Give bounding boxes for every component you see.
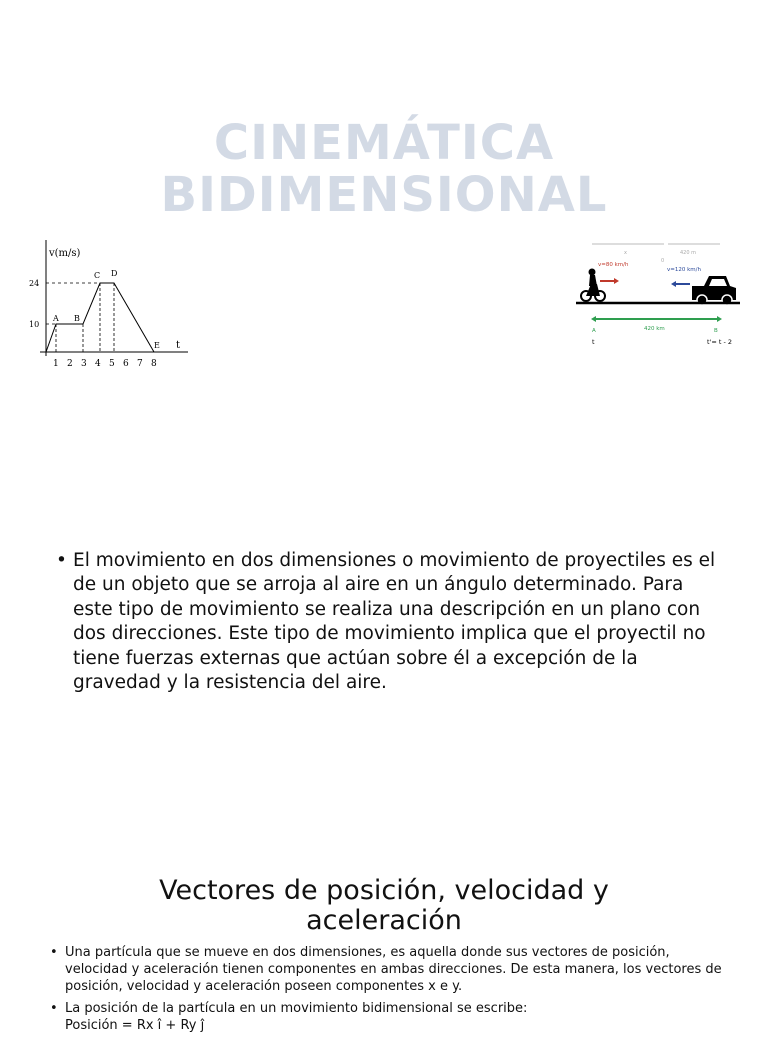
vectors-bullet-1: • Una partícula que se mueve en dos dimensiones, es aquella donde sus vectores de posición, velocidad y aceleración tienen componentes en ambas direcciones. De esta manera, los vectores de posición, velocidad y aceleración poseen componentes x e y. [48,944,728,995]
graph-x-label: t [176,340,181,351]
section-title [0,876,768,936]
graph-x-tick-4: 4 [95,359,101,369]
graph-y-tick-10: 10 [29,320,40,329]
slide-title [0,117,768,221]
graph-point-d: D [111,269,118,278]
intro-bullet-list [56,549,716,695]
vectors-bullet-list [48,944,728,1039]
graph-x-tick-7: 7 [137,359,143,369]
graph-point-c: C [94,271,101,280]
graph-point-a: A [53,314,59,323]
slide-title-line-2: BIDIMENSIONAL [160,167,608,223]
top-o-label: 0 [661,258,665,264]
graph-x-tick-3: 3 [81,359,87,369]
car-speed-label: v=120 km/h [667,267,701,273]
graph-y-label: v(m/s) [49,248,81,259]
time-b-label: t'= t - 2 [707,338,733,346]
motorcycle-icon [581,269,605,302]
slide-title-line-1: CINEMÁTICA [213,115,555,171]
graph-point-e: E [154,341,160,350]
car-motorcycle-figure [572,234,742,350]
section-title-line-2: aceleración [306,905,462,936]
top-distance-label: 420 m [680,250,697,256]
bottom-distance-label: 420 km [644,326,665,332]
point-b-label: B [714,328,718,334]
velocity-time-graph [24,236,194,372]
position-formula: Posición = Rx î + Ry ĵ [65,1018,205,1033]
point-a-label: A [592,328,596,334]
graph-y-tick-24: 24 [29,279,40,288]
section-title-line-1: Vectores de posición, velocidad y [159,875,609,906]
vectors-bullet-2 [48,1000,728,1034]
graph-x-tick-2: 2 [67,359,73,369]
car-arrowhead [671,281,676,287]
car-icon [692,276,736,305]
time-a-label: t [592,338,595,346]
intro-bullet: • El movimiento en dos dimensiones o movimiento de proyectiles es el de un objeto que se arroja al aire en un ángulo determinado. Para este tipo de movimiento se realiza una descripción en un plano con dos direcciones. Este tipo de movimiento implica que el proyectil no tiene fuerzas externas que actúan sobre él a excepción de la gravedad y la resistencia del aire. [56,549,716,695]
moto-speed-label: v=80 km/h [598,262,629,268]
moto-arrowhead [614,278,619,284]
bottom-arrow-right-head [717,316,722,322]
graph-x-tick-1: 1 [53,359,59,369]
vectors-bullet-2-text: La posición de la partícula en un movimiento bidimensional se escribe: [65,1001,528,1016]
graph-point-b: B [74,314,80,323]
graph-x-tick-5: 5 [109,359,115,369]
graph-x-tick-6: 6 [123,359,129,369]
top-x-label: x [624,250,627,256]
graph-x-tick-8: 8 [151,359,157,369]
bottom-arrow-left-head [591,316,596,322]
